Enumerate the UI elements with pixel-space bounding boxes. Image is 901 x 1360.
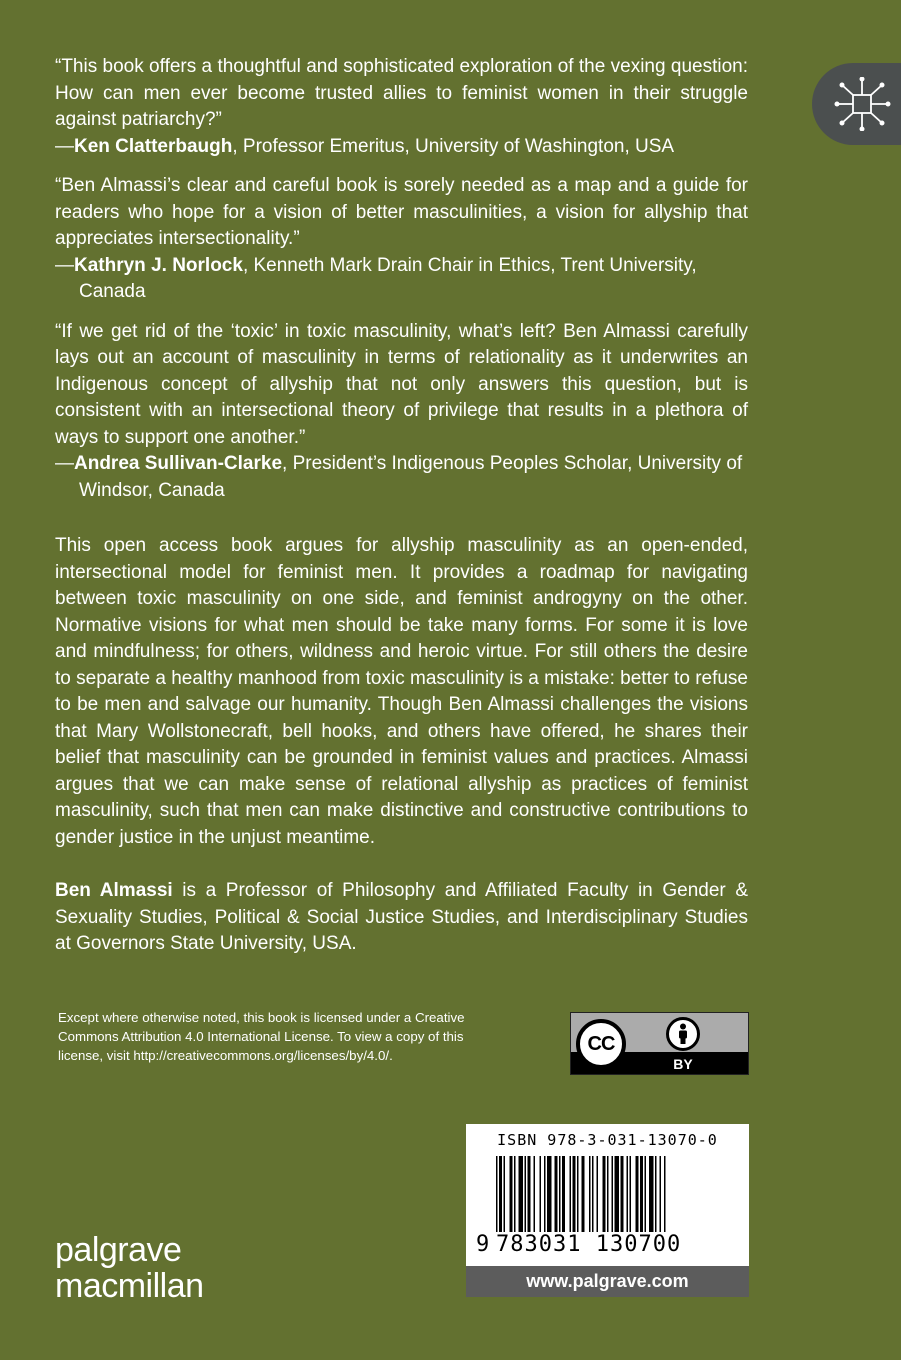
creative-commons-icon: CC	[576, 1019, 626, 1069]
barcode-bar	[555, 1156, 558, 1234]
barcode-bar	[570, 1156, 572, 1234]
barcode-bar	[597, 1156, 599, 1234]
barcode-bar	[660, 1156, 662, 1234]
barcode-bar	[649, 1156, 654, 1234]
endorsement-attribution: —Kathryn J. Norlock, Kenneth Mark Drain Chair in Ethics, Trent University, Canada	[55, 254, 697, 302]
barcode-bar	[577, 1156, 579, 1234]
endorsements	[55, 54, 748, 517]
endorser-affiliation: , Kenneth Mark Drain Chair in Ethics, Trent University, Canada	[79, 254, 697, 302]
endorsement	[55, 319, 748, 505]
springer-open-access-icon	[834, 77, 892, 131]
barcode-bar	[615, 1156, 620, 1234]
barcode-bar	[607, 1156, 609, 1234]
barcode-bar	[519, 1156, 524, 1234]
barcode-bar	[589, 1156, 591, 1234]
endorsement	[55, 54, 748, 160]
endorsement	[55, 173, 748, 306]
endorser-name: Ken Clatterbaugh	[74, 135, 233, 157]
barcode-bar	[655, 1156, 657, 1234]
barcode-bar	[645, 1156, 647, 1234]
endorsement-text: “Ben Almassi’s clear and careful book is sorely needed as a map and a guide for readers who hope for a vision of better masculinities, a vision for allyship that appreciates intersectionality.”	[55, 175, 748, 249]
endorsement-text: “This book offers a thoughtful and sophisticated exploration of the vexing question: How can men ever become trusted allies to feminist women in their struggle against patriarchy?”	[55, 56, 748, 130]
author-bio-text: is a Professor of Philosophy and Affiliated Faculty in Gender & Sexuality Studies, Political & Social Justice Studies, and Interdisciplinary Studies at Governors State University, USA.	[55, 880, 748, 954]
publisher-logo	[55, 1232, 204, 1304]
barcode-bar	[514, 1156, 516, 1234]
barcode-bar	[504, 1156, 506, 1234]
endorser-name: Kathryn J. Norlock	[74, 254, 243, 276]
barcode-bar	[562, 1156, 565, 1234]
barcode-bar	[592, 1156, 594, 1234]
barcode-bar	[559, 1156, 561, 1234]
barcode-bar	[621, 1156, 624, 1234]
isbn-label: ISBN 978-3-031-13070-0	[497, 1131, 718, 1149]
barcode-bar	[612, 1156, 614, 1234]
attribution-person-icon	[666, 1017, 700, 1051]
barcode-bar	[547, 1156, 552, 1234]
isbn-first-digit: 9	[476, 1232, 491, 1257]
publisher-logo-line1: palgrave	[55, 1231, 182, 1269]
publisher-website: www.palgrave.com	[466, 1266, 749, 1297]
author-bio	[55, 878, 748, 958]
isbn-barcode-box	[466, 1124, 749, 1297]
publisher-logo-line2: macmillan	[55, 1267, 204, 1305]
barcode-bar	[544, 1156, 546, 1234]
endorser-affiliation: , President’s Indigenous Peoples Scholar, University of Windsor, Canada	[79, 453, 743, 501]
barcode-bar	[528, 1156, 531, 1234]
barcode-bar	[573, 1156, 576, 1234]
author-name: Ben Almassi	[55, 880, 173, 901]
isbn-digit-groups: 783031 130700	[496, 1232, 682, 1257]
endorser-affiliation: , Professor Emeritus, University of Washington, USA	[232, 135, 675, 157]
cc-by-license-badge	[570, 1012, 749, 1075]
barcode-bar	[636, 1156, 639, 1234]
barcode-bar	[640, 1156, 643, 1234]
book-description: This open access book argues for allyship masculinity as an open-ended, intersectional model for feminist men. It provides a roadmap for navigating between toxic masculinity on one side, and feminist androgyny on the other. Normative visions for what men should be take many forms. For some it is love and mindfulness; for others, wildness and heroic virtue. For still others the desire to separate a healthy manhood from toxic masculinity is a mistake: better to refuse to be men and salvage our humanity. Though Ben Almassi challenges the visions that Mary Wollstonecraft, bell hooks, and others have offered, he shares their belief that masculinity can be grounded in feminist values and practices. Almassi argues that we can make sense of relational allyship as practices of feminist masculinity, such that men can make distinctive and constructive contributions to gender justice in the unjust meantime.	[55, 535, 748, 848]
by-label: BY	[673, 1056, 693, 1072]
license-notice: Except where otherwise noted, this book is licensed under a Creative Commons Attribution 4.0 International License. To view a copy of this license, visit http://creativecommons.org/licenses/by/4.0/.	[58, 1010, 465, 1063]
endorsement-text: “If we get rid of the ‘toxic’ in toxic masculinity, what’s left? Ben Almassi carefully lays out an account of masculinity in terms of relationality as it underwrites an Indigenous concept of allyship that not only answers this question, but is consistent with an intersectional theory of privilege that results in a plethora of ways to support one another.”	[55, 320, 748, 448]
barcode-bar	[525, 1156, 527, 1234]
endorsement-attribution: —Ken Clatterbaugh, Professor Emeritus, University of Washington, USA	[55, 135, 675, 157]
endorsement-attribution: —Andrea Sullivan-Clarke, President’s Indigenous Peoples Scholar, University of Windsor, Canada	[55, 453, 743, 501]
open-access-badge	[812, 63, 901, 145]
barcode-bar	[630, 1156, 632, 1234]
barcode-bar	[534, 1156, 536, 1234]
barcode-bar	[603, 1156, 606, 1234]
isbn-digits	[476, 1232, 721, 1257]
barcode-bar	[627, 1156, 629, 1234]
barcode-bar	[510, 1156, 513, 1234]
endorser-name: Andrea Sullivan-Clarke	[74, 453, 283, 474]
barcode-bar	[540, 1156, 542, 1234]
